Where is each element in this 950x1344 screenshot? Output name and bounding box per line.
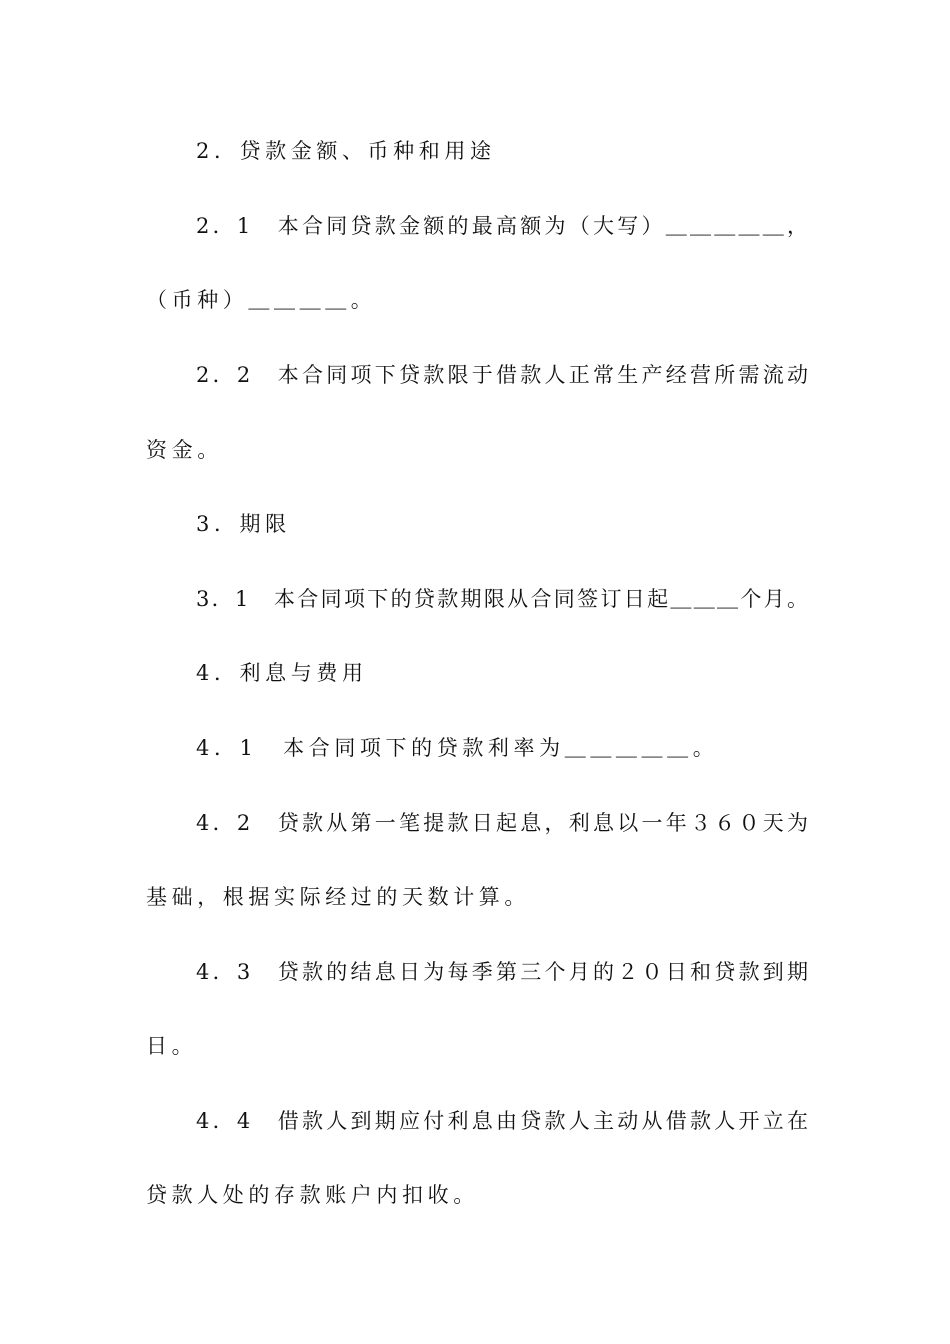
clause-4-3-line-2: 日。 bbox=[146, 1034, 198, 1058]
section-heading-term: 3．期限 bbox=[196, 512, 291, 536]
clause-4-2-line-2: 基础，根据实际经过的天数计算。 bbox=[146, 885, 530, 909]
clause-2-1-line-1: 2．1 本合同贷款金额的最高额为（大写）＿＿＿＿＿， bbox=[196, 214, 808, 238]
section-heading-loan-amount: 2．贷款金额、币种和用途 bbox=[196, 139, 496, 163]
clause-4-4-line-2: 贷款人处的存款账户内扣收。 bbox=[146, 1183, 479, 1207]
clause-2-1-line-2: （币种）＿＿＿＿。 bbox=[146, 288, 377, 312]
clause-3-1: 3．1 本合同项下的贷款期限从合同签订日起＿＿＿个月。 bbox=[196, 587, 808, 611]
clause-4-3-line-1: 4．3 贷款的结息日为每季第三个月的２０日和贷款到期 bbox=[196, 960, 808, 984]
clause-4-1: 4．1 本合同项下的贷款利率为＿＿＿＿＿。 bbox=[196, 736, 719, 760]
clause-2-2-line-1: 2．2 本合同项下贷款限于借款人正常生产经营所需流动 bbox=[196, 363, 808, 387]
clause-4-2-line-1: 4．2 贷款从第一笔提款日起息，利息以一年３６０天为 bbox=[196, 811, 808, 835]
clause-2-2-line-2: 资金。 bbox=[146, 438, 223, 462]
clause-4-4-line-1: 4．4 借款人到期应付利息由贷款人主动从借款人开立在 bbox=[196, 1109, 808, 1133]
section-heading-interest-fees: 4．利息与费用 bbox=[196, 661, 368, 685]
